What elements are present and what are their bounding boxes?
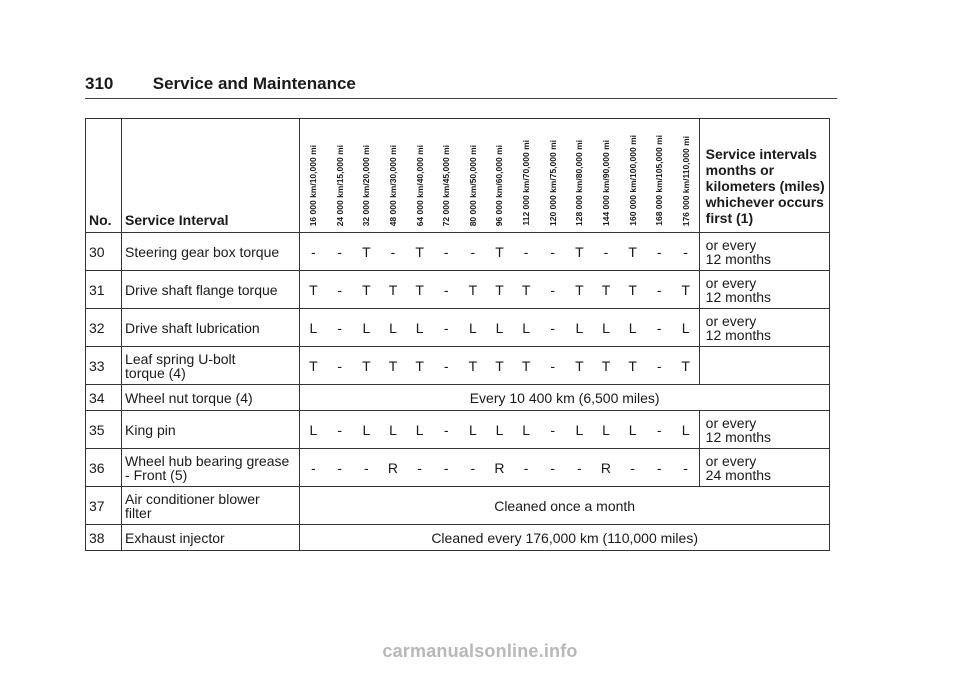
interval-mark: L bbox=[380, 411, 407, 449]
row-number: 33 bbox=[86, 347, 122, 385]
row-number: 31 bbox=[86, 271, 122, 309]
interval-header bbox=[406, 119, 433, 233]
interval-mark: L bbox=[619, 309, 646, 347]
interval-mark: L bbox=[673, 309, 700, 347]
table-row bbox=[86, 233, 830, 271]
row-span-text: Every 10 400 km (6,500 miles) bbox=[300, 385, 830, 411]
table-row bbox=[86, 449, 830, 487]
row-note: or every 12 months bbox=[699, 233, 829, 271]
interval-mark: T bbox=[566, 347, 593, 385]
interval-mark: L bbox=[486, 309, 513, 347]
header-service-intervals: Service intervals months or kilometers (miles) whichever occurs first (1) bbox=[699, 119, 829, 233]
row-number: 30 bbox=[86, 233, 122, 271]
interval-mark: L bbox=[353, 309, 380, 347]
interval-header bbox=[326, 119, 353, 233]
interval-mark: L bbox=[300, 309, 327, 347]
interval-label: 160 000 km/100,000 mi bbox=[627, 135, 638, 226]
interval-mark: - bbox=[513, 233, 540, 271]
interval-mark: T bbox=[353, 233, 380, 271]
interval-mark: - bbox=[326, 347, 353, 385]
interval-mark: - bbox=[406, 449, 433, 487]
header-service-interval: Service Interval bbox=[122, 119, 300, 233]
page-number: 310 bbox=[85, 74, 114, 93]
interval-mark: T bbox=[486, 271, 513, 309]
table-row bbox=[86, 411, 830, 449]
row-number: 32 bbox=[86, 309, 122, 347]
interval-mark: - bbox=[513, 449, 540, 487]
interval-label: 80 000 km/50,000 mi bbox=[467, 144, 478, 226]
interval-mark: - bbox=[539, 233, 566, 271]
interval-mark: - bbox=[433, 309, 460, 347]
interval-mark: T bbox=[300, 271, 327, 309]
table-row bbox=[86, 385, 830, 411]
interval-mark: T bbox=[593, 347, 620, 385]
interval-mark: - bbox=[460, 233, 487, 271]
interval-mark: T bbox=[486, 347, 513, 385]
row-number: 38 bbox=[86, 525, 122, 551]
interval-mark: L bbox=[593, 411, 620, 449]
interval-mark: - bbox=[539, 271, 566, 309]
interval-header bbox=[513, 119, 540, 233]
interval-mark: L bbox=[300, 411, 327, 449]
interval-mark: T bbox=[513, 347, 540, 385]
interval-mark: L bbox=[353, 411, 380, 449]
interval-mark: - bbox=[646, 271, 673, 309]
interval-mark: - bbox=[460, 449, 487, 487]
interval-mark: - bbox=[300, 449, 327, 487]
interval-label: 32 000 km/20,000 mi bbox=[361, 144, 372, 226]
page-header bbox=[85, 74, 356, 94]
row-service-name: Drive shaft flange torque bbox=[122, 271, 300, 309]
interval-mark: - bbox=[326, 233, 353, 271]
interval-mark: T bbox=[566, 271, 593, 309]
interval-mark: L bbox=[460, 411, 487, 449]
interval-mark: - bbox=[539, 411, 566, 449]
row-number: 36 bbox=[86, 449, 122, 487]
interval-mark: T bbox=[406, 271, 433, 309]
row-service-name: Leaf spring U-bolt torque (4) bbox=[122, 347, 300, 385]
interval-mark: - bbox=[539, 309, 566, 347]
interval-mark: T bbox=[460, 271, 487, 309]
interval-mark: - bbox=[539, 449, 566, 487]
row-number: 35 bbox=[86, 411, 122, 449]
row-note: or every 12 months bbox=[699, 411, 829, 449]
table-row bbox=[86, 487, 830, 525]
table-row bbox=[86, 347, 830, 385]
interval-label: 120 000 km/75,000 mi bbox=[547, 139, 558, 226]
interval-mark: T bbox=[380, 271, 407, 309]
interval-mark: - bbox=[673, 233, 700, 271]
interval-header bbox=[380, 119, 407, 233]
interval-header bbox=[539, 119, 566, 233]
interval-mark: L bbox=[566, 309, 593, 347]
interval-mark: - bbox=[646, 347, 673, 385]
interval-mark: T bbox=[619, 271, 646, 309]
interval-mark: T bbox=[380, 347, 407, 385]
interval-mark: R bbox=[380, 449, 407, 487]
interval-mark: T bbox=[353, 347, 380, 385]
row-note: or every 24 months bbox=[699, 449, 829, 487]
row-note bbox=[699, 347, 829, 385]
interval-mark: L bbox=[593, 309, 620, 347]
interval-mark: - bbox=[326, 411, 353, 449]
row-service-name: Wheel hub bearing grease - Front (5) bbox=[122, 449, 300, 487]
interval-mark: - bbox=[433, 233, 460, 271]
interval-mark: - bbox=[433, 411, 460, 449]
interval-mark: T bbox=[353, 271, 380, 309]
interval-label: 96 000 km/60,000 mi bbox=[494, 144, 505, 226]
interval-label: 112 000 km/70,000 mi bbox=[521, 140, 532, 226]
interval-mark: T bbox=[673, 271, 700, 309]
interval-mark: T bbox=[673, 347, 700, 385]
row-service-name: Wheel nut torque (4) bbox=[122, 385, 300, 411]
row-span-text: Cleaned once a month bbox=[300, 487, 830, 525]
row-service-name: King pin bbox=[122, 411, 300, 449]
interval-mark: T bbox=[619, 233, 646, 271]
interval-mark: - bbox=[326, 449, 353, 487]
interval-mark: L bbox=[460, 309, 487, 347]
interval-mark: - bbox=[433, 271, 460, 309]
interval-mark: L bbox=[619, 411, 646, 449]
interval-header bbox=[646, 119, 673, 233]
interval-mark: T bbox=[593, 271, 620, 309]
interval-mark: L bbox=[406, 309, 433, 347]
interval-mark: - bbox=[566, 449, 593, 487]
header-no: No. bbox=[86, 119, 122, 233]
row-service-name: Steering gear box torque bbox=[122, 233, 300, 271]
watermark: carmanualsonline.info bbox=[382, 641, 578, 661]
interval-mark: - bbox=[593, 233, 620, 271]
interval-mark: - bbox=[380, 233, 407, 271]
row-note: or every 12 months bbox=[699, 271, 829, 309]
row-number: 34 bbox=[86, 385, 122, 411]
interval-mark: - bbox=[646, 411, 673, 449]
interval-mark: - bbox=[673, 449, 700, 487]
interval-mark: L bbox=[566, 411, 593, 449]
row-service-name: Air conditioner blower filter bbox=[122, 487, 300, 525]
row-service-name: Drive shaft lubrication bbox=[122, 309, 300, 347]
interval-mark: T bbox=[460, 347, 487, 385]
interval-mark: - bbox=[326, 271, 353, 309]
interval-mark: - bbox=[646, 309, 673, 347]
interval-mark: L bbox=[673, 411, 700, 449]
interval-mark: - bbox=[646, 449, 673, 487]
interval-mark: T bbox=[406, 233, 433, 271]
interval-header bbox=[619, 119, 646, 233]
interval-mark: L bbox=[406, 411, 433, 449]
interval-mark: L bbox=[486, 411, 513, 449]
interval-label: 64 000 km/40,000 mi bbox=[414, 144, 425, 226]
interval-mark: - bbox=[646, 233, 673, 271]
maintenance-table bbox=[85, 118, 830, 551]
interval-mark: T bbox=[566, 233, 593, 271]
interval-label: 144 000 km/90,000 mi bbox=[600, 139, 611, 226]
interval-label: 24 000 km/15,000 mi bbox=[334, 144, 345, 226]
interval-label: 72 000 km/45,000 mi bbox=[441, 144, 452, 226]
interval-mark: T bbox=[406, 347, 433, 385]
row-number: 37 bbox=[86, 487, 122, 525]
interval-header bbox=[353, 119, 380, 233]
interval-mark: L bbox=[380, 309, 407, 347]
interval-mark: - bbox=[353, 449, 380, 487]
interval-mark: T bbox=[619, 347, 646, 385]
interval-mark: - bbox=[539, 347, 566, 385]
interval-label: 128 000 km/80,000 mi bbox=[574, 139, 585, 226]
row-service-name: Exhaust injector bbox=[122, 525, 300, 551]
interval-mark: L bbox=[513, 309, 540, 347]
interval-header bbox=[593, 119, 620, 233]
interval-header bbox=[433, 119, 460, 233]
interval-header bbox=[673, 119, 700, 233]
interval-mark: T bbox=[513, 271, 540, 309]
interval-label: 16 000 km/10,000 mi bbox=[308, 144, 319, 226]
interval-mark: - bbox=[300, 233, 327, 271]
interval-mark: T bbox=[486, 233, 513, 271]
table-row bbox=[86, 309, 830, 347]
row-note: or every 12 months bbox=[699, 309, 829, 347]
interval-mark: - bbox=[433, 347, 460, 385]
header-rule bbox=[85, 98, 837, 99]
interval-header bbox=[300, 119, 327, 233]
interval-label: 168 000 km/105,000 mi bbox=[654, 135, 665, 226]
interval-mark: R bbox=[486, 449, 513, 487]
row-span-text: Cleaned every 176,000 km (110,000 miles) bbox=[300, 525, 830, 551]
interval-header bbox=[566, 119, 593, 233]
interval-mark: - bbox=[326, 309, 353, 347]
interval-mark: - bbox=[619, 449, 646, 487]
interval-header bbox=[460, 119, 487, 233]
table-row bbox=[86, 525, 830, 551]
table-row bbox=[86, 271, 830, 309]
page-title: Service and Maintenance bbox=[152, 74, 356, 93]
interval-mark: R bbox=[593, 449, 620, 487]
interval-mark: T bbox=[300, 347, 327, 385]
interval-header bbox=[486, 119, 513, 233]
interval-mark: - bbox=[433, 449, 460, 487]
interval-label: 176 000 km/110,000 mi bbox=[680, 135, 691, 226]
interval-mark: L bbox=[513, 411, 540, 449]
interval-label: 48 000 km/30,000 mi bbox=[387, 144, 398, 226]
table-header-row bbox=[86, 119, 830, 233]
